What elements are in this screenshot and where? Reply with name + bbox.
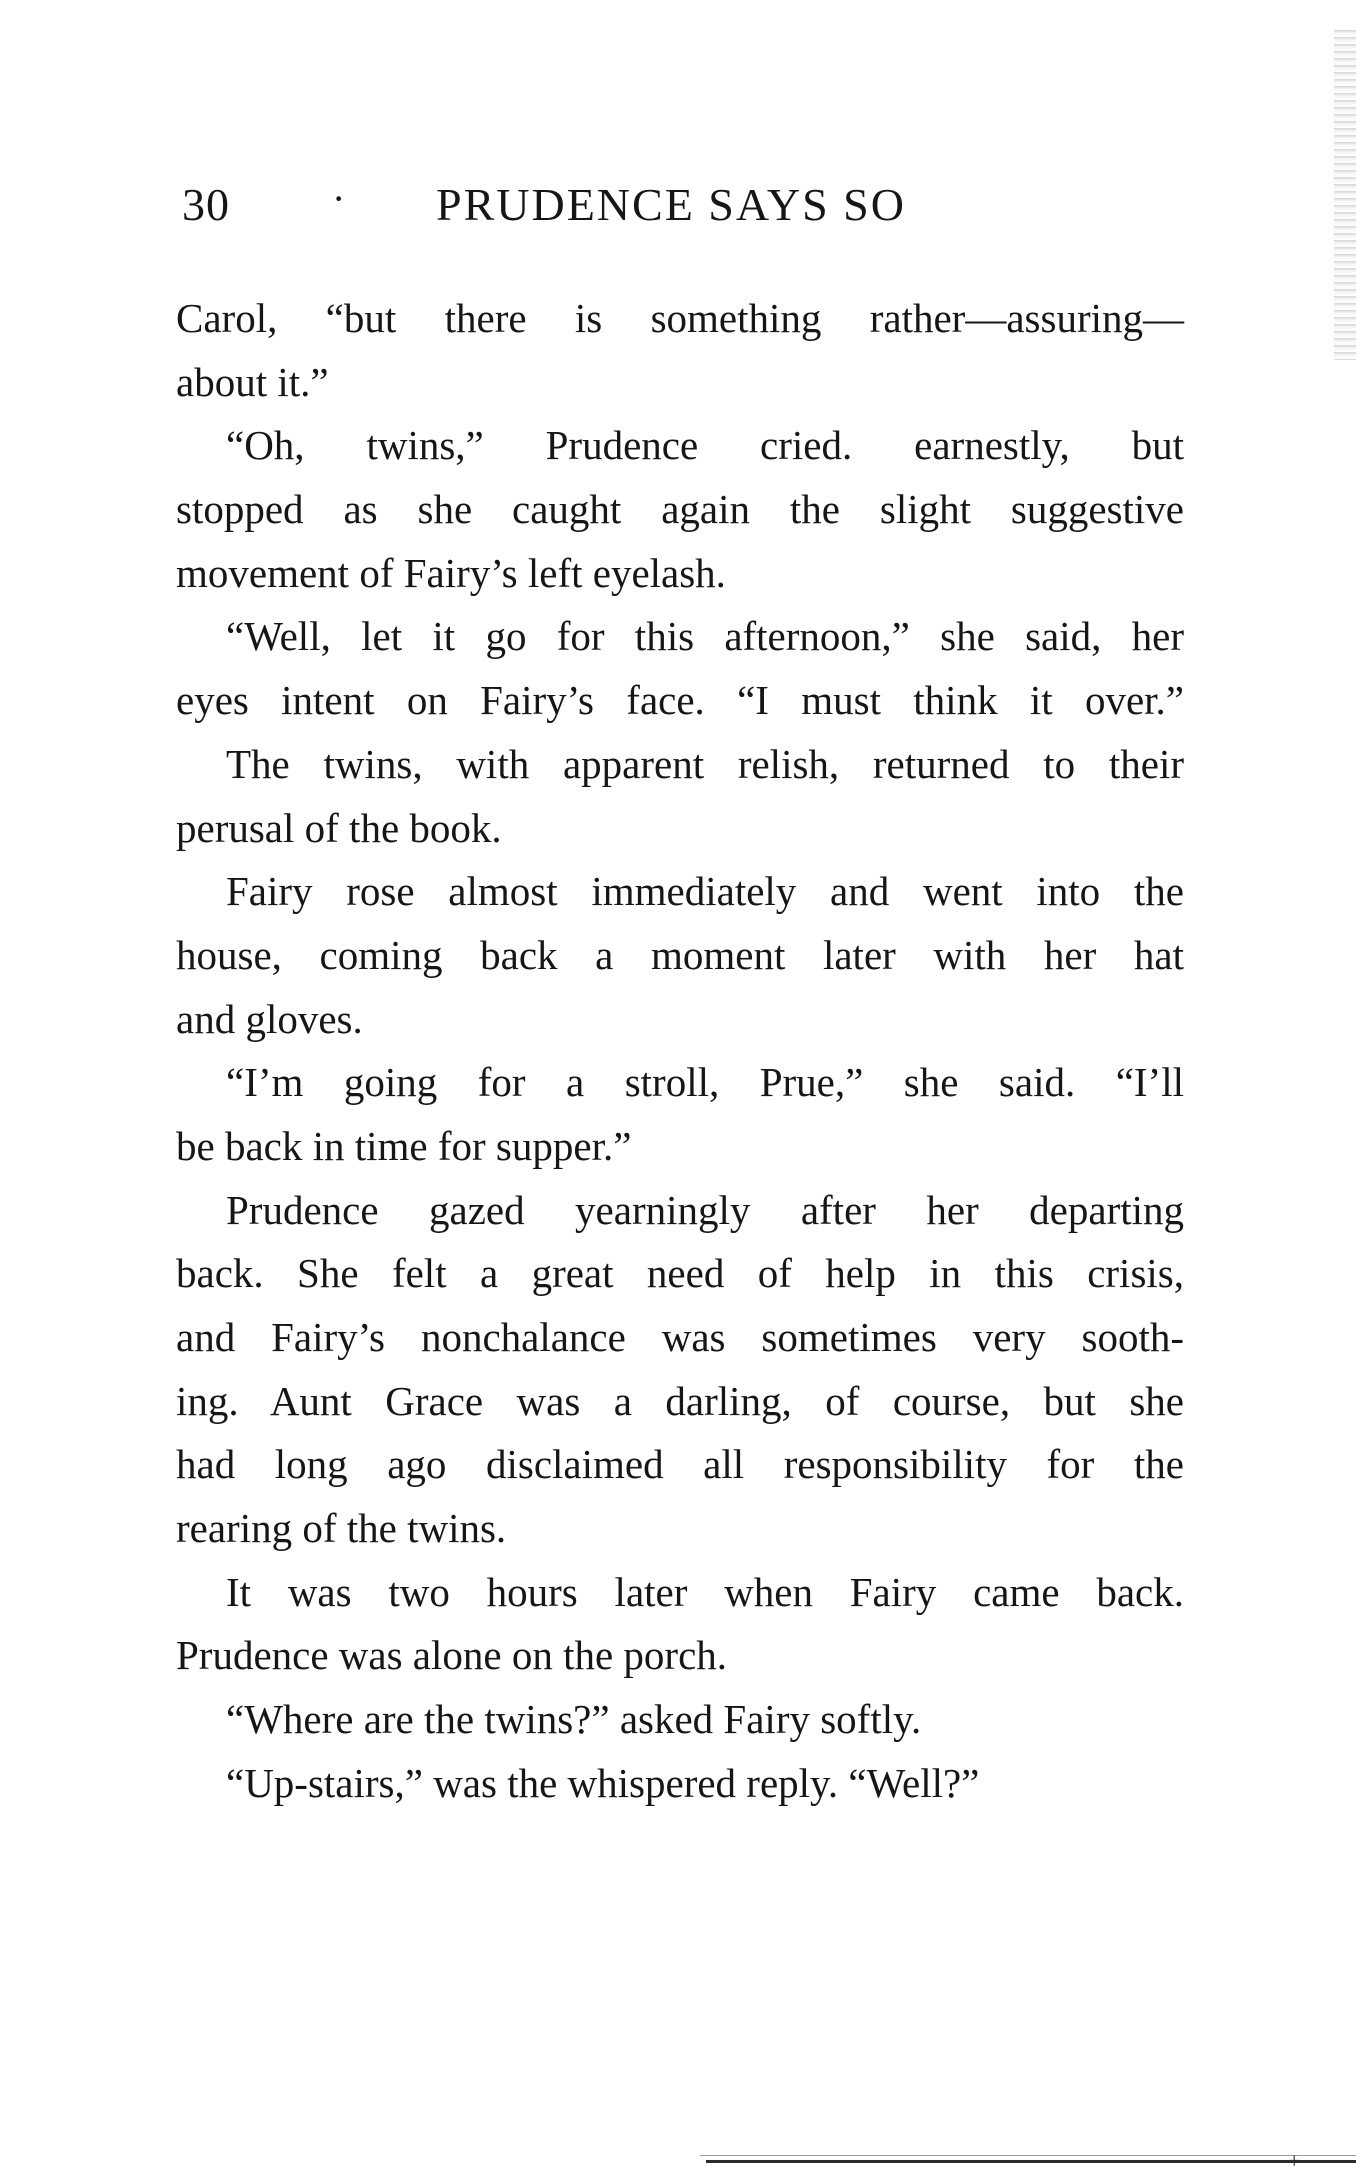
page-header	[182, 175, 1192, 235]
running-title: PRUDENCE SAYS SO	[436, 179, 906, 230]
text-line: ing. Aunt Grace was a darling, of course, but she	[176, 1377, 1184, 1424]
text-line: eyes intent on Fairy’s face. “I must think it over.”	[176, 677, 1184, 724]
text-line: rearing of the twins.	[176, 1505, 507, 1552]
text-line: “Where are the twins?” asked Fairy softly.	[226, 1696, 922, 1743]
text-line: “Well, let it go for this afternoon,” she said, her	[226, 613, 1184, 660]
header-separator: ·	[332, 176, 347, 221]
page-number: 30	[182, 179, 230, 230]
text-line: and Fairy’s nonchalance was sometimes very sooth-	[176, 1314, 1184, 1360]
text-line: “Up-stairs,” was the whispered reply. “Well?”	[226, 1759, 980, 1806]
text-line: and gloves.	[176, 995, 363, 1042]
text-line: It was two hours later when Fairy came back.	[226, 1568, 1184, 1615]
text-line: about it.”	[176, 358, 329, 405]
text-line: Carol, “but there is something rather—assuring—	[176, 295, 1184, 341]
text-line: had long ago disclaimed all responsibility for the	[176, 1441, 1184, 1488]
text-line: Prudence was alone on the porch.	[176, 1632, 728, 1679]
text-line: house, coming back a moment later with her hat	[176, 931, 1184, 978]
text-line: back. She felt a great need of help in this crisis,	[176, 1250, 1184, 1297]
scan-edge-noise	[1334, 30, 1356, 360]
text-line: movement of Fairy’s left eyelash.	[176, 549, 726, 596]
text-line: be back in time for supper.”	[176, 1122, 632, 1169]
scan-bottom-shadow	[700, 2155, 1356, 2156]
text-line: stopped as she caught again the slight suggestive	[176, 486, 1184, 533]
text-line: Fairy rose almost immediately and went into the	[226, 868, 1184, 915]
text-line: “Oh, twins,” Prudence cried. earnestly, but	[226, 422, 1184, 469]
body-text	[176, 287, 1184, 1816]
text-line: Prudence gazed yearningly after her departing	[226, 1186, 1184, 1233]
text-line: “I’m going for a stroll, Prue,” she said. “I’ll	[226, 1059, 1184, 1106]
text-line: perusal of the book.	[176, 804, 502, 851]
scan-bottom-edge	[706, 2160, 1356, 2163]
text-line: The twins, with apparent relish, returned to their	[226, 740, 1184, 787]
footer-mark: +	[1288, 2148, 1301, 2173]
